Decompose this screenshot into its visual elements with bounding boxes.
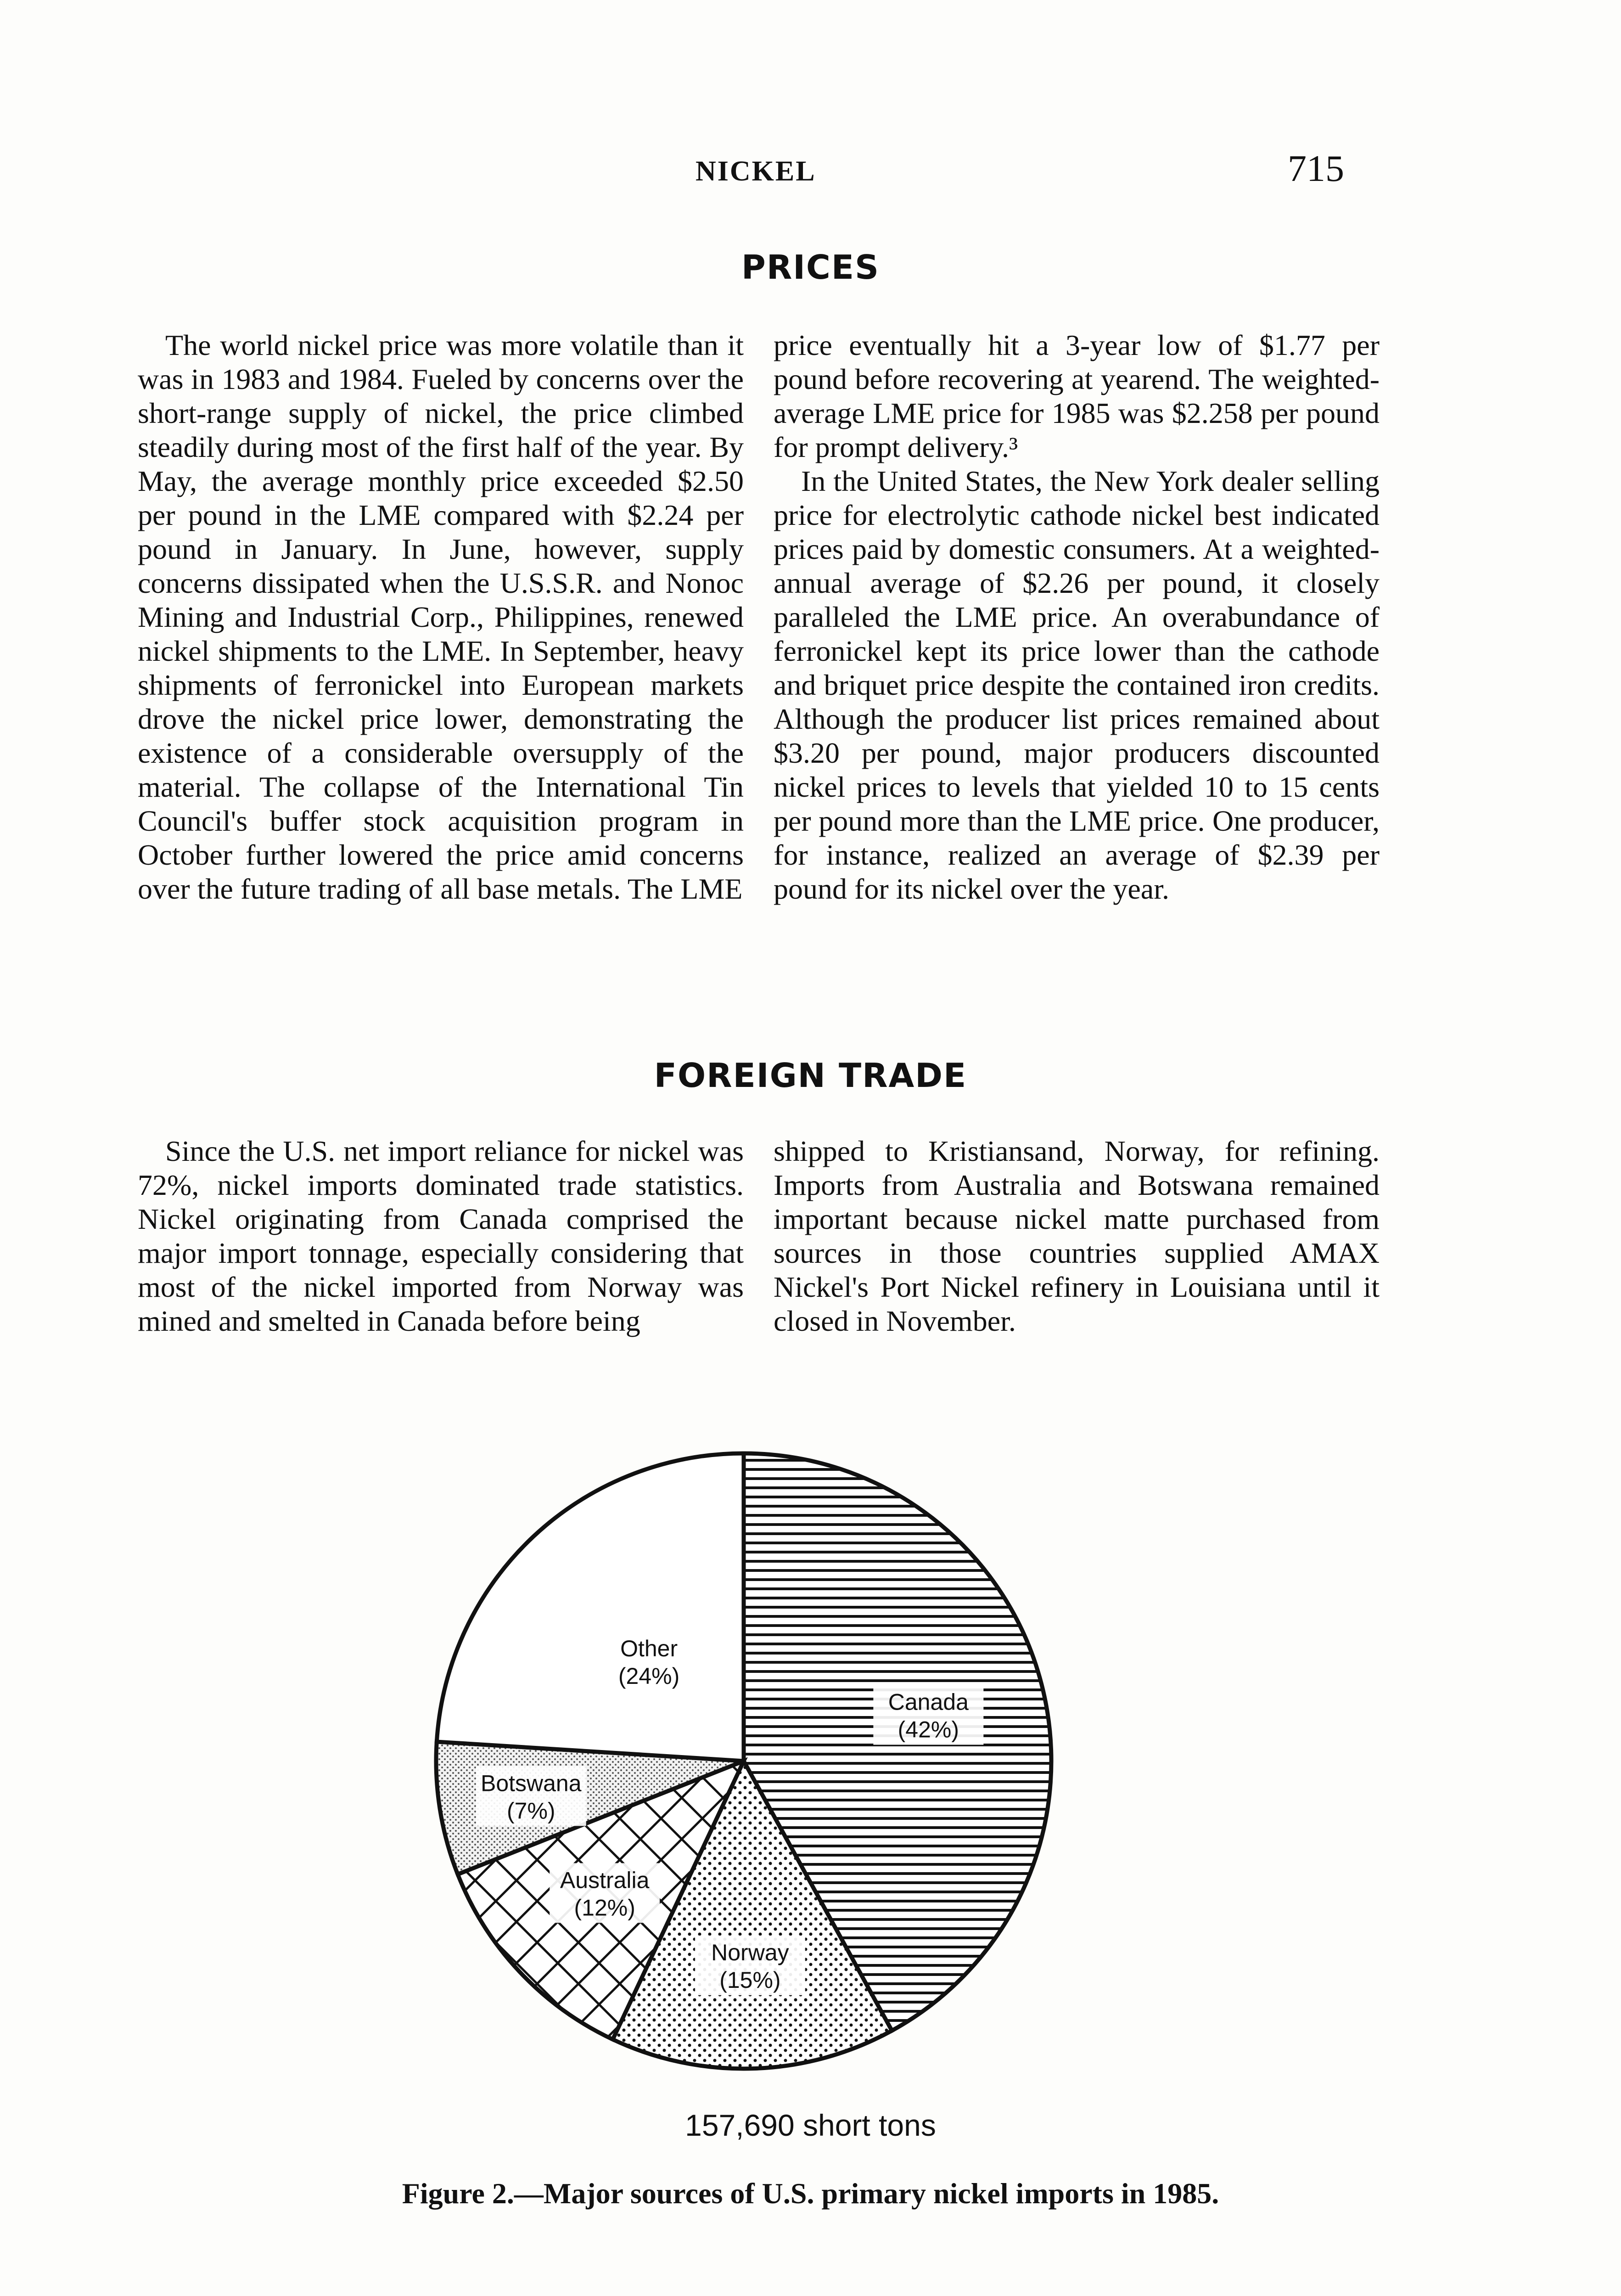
trade-left-column [138,1134,744,1338]
trade-left-paragraph-1: Since the U.S. net import reliance for nickel was 72%, nickel imports dominated trade statistics. Nickel originating from Canada comprised the major import tonnage, especially considering that most of the nickel imported from Norway was mined and smelted in Canada before being [138,1135,744,1337]
pie-label-name-botswana: Botswana [480,1770,582,1796]
trade-right-paragraph-1: shipped to Kristiansand, Norway, for refining. Imports from Australia and Botswana remained important because nickel matte purchased from sources in those countries supplied AMAX Nickel's Port Nickel refinery in Louisiana until it closed in November. [774,1135,1380,1337]
prices-heading: PRICES [741,248,880,287]
pie-chart [0,1446,1621,2112]
page-number: 715 [1288,147,1344,189]
pie-label-value-norway: (15%) [719,1967,781,1993]
pie-label-value-australia: (12%) [574,1895,635,1921]
pie-label-value-botswana: (7%) [506,1798,555,1824]
pie-slice-other [437,1453,744,1761]
chart-total-label: 157,690 short tons [685,2108,936,2142]
running-title: NICKEL [696,156,816,187]
trade-right-column [774,1134,1380,1338]
prices-left-column [138,328,744,906]
pie-label-name-norway: Norway [711,1939,789,1965]
pie-label-name-canada: Canada [888,1689,969,1715]
pie-label-value-other: (24%) [618,1663,680,1689]
prices-right-paragraph-2: In the United States, the New York dealer selling price for electrolytic cathode nickel best indicated prices paid by domestic consumers. At a weighted-annual average of $2.26 per pound, it closely paralleled the LME price. An overabundance of ferronickel kept its price lower than the cathode and briquet price despite the contained iron credits. Although the producer list prices remained about $3.20 per pound, major producers discounted nickel prices to levels that yielded 10 to 15 cents per pound more than the LME price. One producer, for instance, realized an average of $2.39 per pound for its nickel over the year. [774,465,1380,905]
pie-label-name-australia: Australia [560,1867,650,1893]
prices-left-paragraph-1: The world nickel price was more volatile than it was in 1983 and 1984. Fueled by concerns over the short-range supply of nickel, the price climbed steadily during most of the first half of the year. By May, the average monthly price exceeded $2.50 per pound in the LME compared with $2.24 per pound in January. In June, however, supply concerns dissipated when the U.S.S.R. and Nonoc Mining and Industrial Corp., Philippines, renewed nickel shipments to the LME. In September, heavy shipments of ferronickel into European markets drove the nickel price lower, demonstrating the existence of a considerable oversupply of the material. The collapse of the International Tin Council's buffer stock acquisition program in October further lowered the price amid concerns over the future trading of all base metals. The LME [138,329,744,905]
foreign-trade-heading: FOREIGN TRADE [654,1056,967,1095]
prices-right-paragraph-1: price eventually hit a 3-year low of $1.77 per pound before recovering at yearend. The weighted-average LME price for 1985 was $2.258 per pound for prompt delivery.³ [774,329,1380,463]
figure-caption: Figure 2.—Major sources of U.S. primary nickel imports in 1985. [402,2177,1219,2210]
pie-label-name-other: Other [620,1636,678,1662]
pie-label-value-canada: (42%) [897,1716,959,1743]
running-head [0,147,1621,202]
prices-right-column [774,328,1380,906]
